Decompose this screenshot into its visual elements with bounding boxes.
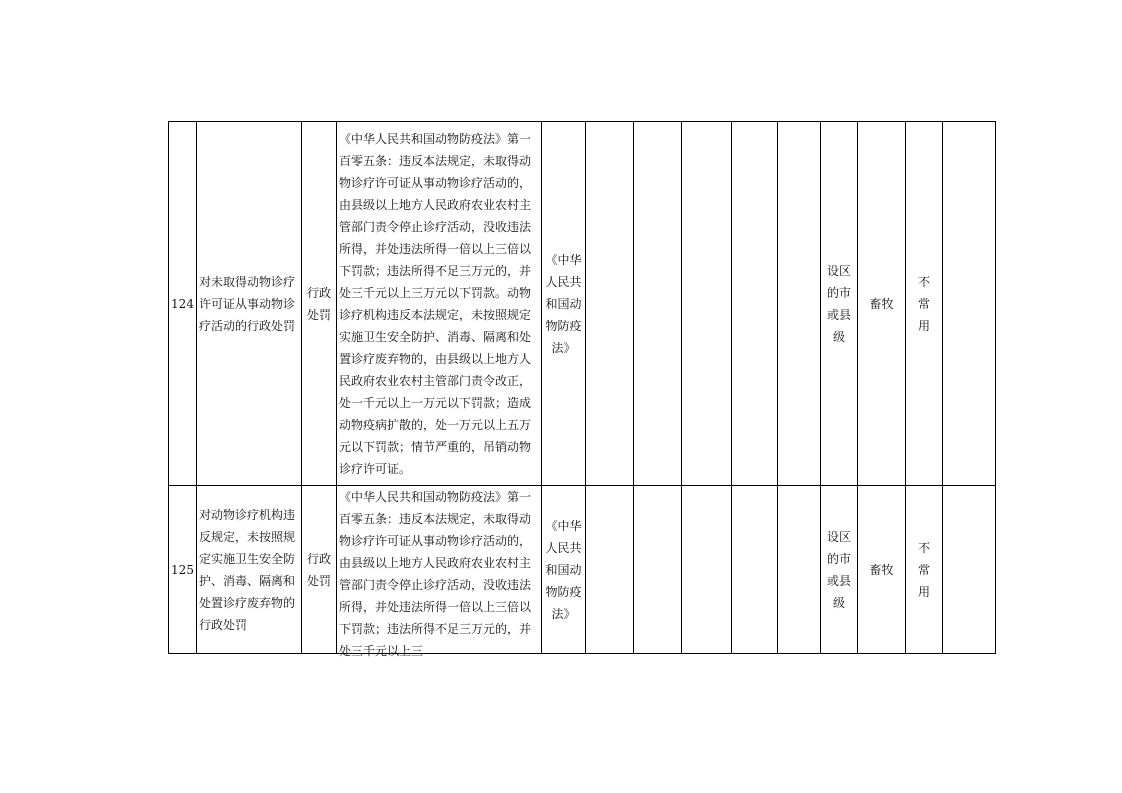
item-frequency: 不常用 [906,122,943,486]
item-department: 畜牧 [858,122,906,486]
law-enforcement-table [168,121,996,658]
empty-cell [943,122,996,486]
item-level: 设区的市或县级 [821,122,858,486]
item-department: 畜牧 [858,486,906,654]
item-category: 行政处罚 [302,122,337,486]
item-number: 125 [169,486,197,654]
empty-cell [682,122,732,486]
item-legal-basis-cell [337,486,542,658]
item-name: 对未取得动物诊疗许可证从事动物诊疗活动的行政处罚 [197,122,302,486]
table-row [169,486,996,654]
empty-cell [586,486,634,654]
item-law: 《中华人民共和国动物防疫法》 [542,486,586,654]
item-level: 设区的市或县级 [821,486,858,654]
empty-cell [732,486,778,654]
item-law: 《中华人民共和国动物防疫法》 [542,122,586,486]
item-legal-basis: 《中华人民共和国动物防疫法》第一百零五条：违反本法规定，未取得动物诊疗许可证从事动物诊疗活动的，由县级以上地方人民政府农业农村主管部门责令停止诊疗活动，没收违法所得，并处违法所得一倍以上三倍以下罚款；违法所得不足三万元的，并处三千元以上三 [339,490,532,658]
empty-cell [943,486,996,654]
empty-cell [682,486,732,654]
table-row [169,122,996,486]
item-number: 124 [169,122,197,486]
empty-cell [778,486,821,654]
empty-cell [732,122,778,486]
item-name: 对动物诊疗机构违反规定，未按照规定实施卫生安全防护、消毒、隔离和处置诊疗废弃物的行政处罚 [197,486,302,654]
empty-cell [634,122,682,486]
item-frequency: 不常用 [906,486,943,654]
item-legal-basis: 《中华人民共和国动物防疫法》第一百零五条：违反本法规定，未取得动物诊疗许可证从事动物诊疗活动的，由县级以上地方人民政府农业农村主管部门责令停止诊疗活动，没收违法所得，并处违法所得一倍以上三倍以下罚款；违法所得不足三万元的，并处三千元以上三万元以下罚款。动物诊疗机构违反本法规定，未按照规定实施卫生安全防护、消毒、隔离和处置诊疗废弃物的，由县级以上地方人民政府农业农村主管部门责令改正，处一千元以上一万元以下罚款；造成动物疫病扩散的，处一万元以上五万元以下罚款；情节严重的，吊销动物诊疗许可证。 [337,122,542,486]
empty-cell [778,122,821,486]
item-category: 行政处罚 [302,486,337,654]
empty-cell [634,486,682,654]
empty-cell [586,122,634,486]
